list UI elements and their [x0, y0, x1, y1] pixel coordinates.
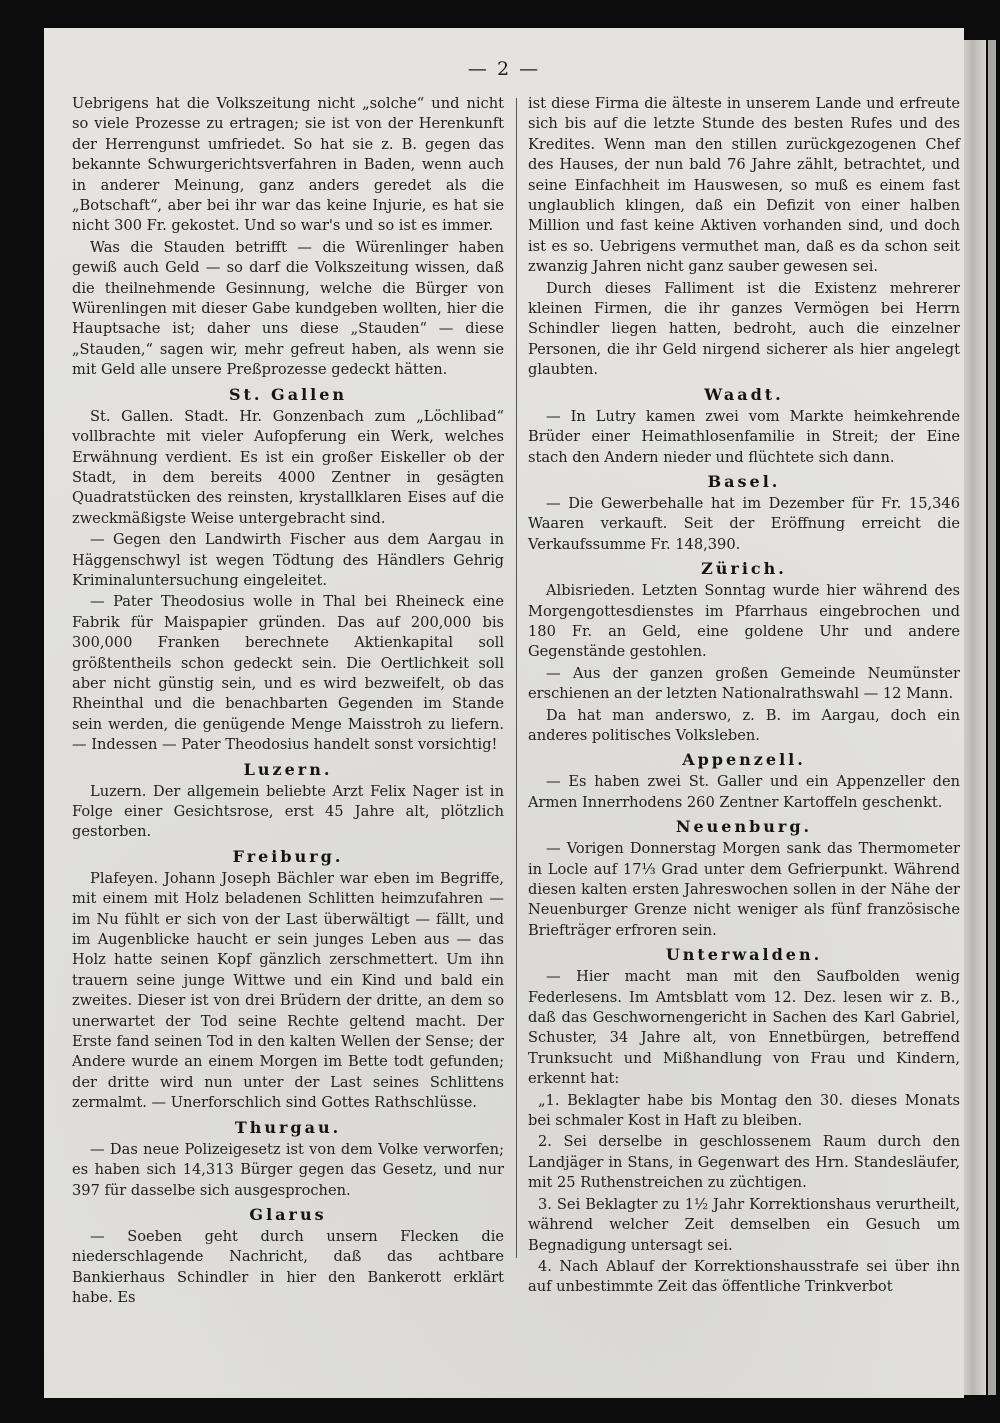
left-column	[72, 94, 504, 1310]
article-paragraph: — In Lutry kamen zwei vom Markte heimkehrende Brüder einer Heimathlosenfamilie in Streit; der Eine stach den Andern nieder und flüchtete sich dann.	[528, 407, 960, 466]
article-paragraph: Luzern. Der allgemein beliebte Arzt Felix Nager ist in Folge einer Gesichtsrose, erst 45 Jahre alt, plötzlich gestorben.	[72, 782, 504, 841]
adjacent-page-edge	[964, 40, 986, 1395]
article-paragraph: — Pater Theodosius wolle in Thal bei Rheineck eine Fabrik für Maispapier gründen. Das auf 200,000 bis 300,000 Franken berechnete Aktienkapital soll größtentheils schon gedeckt sein. Die Oertlichkeit soll aber nicht günstig sein, und es wird bezweifelt, ob das Rheinthal und die benachbarten Gegenden im Stande sein werden, die genügende Menge Maisstroh zu liefern. — Indessen — Pater Theodosius handelt sonst vorsichtig!	[72, 593, 504, 754]
verdict-item: „1. Beklagter habe bis Montag den 30. dieses Monats bei schmaler Kost in Haft zu bleiben.	[528, 1091, 960, 1130]
article-paragraph: Albisrieden. Letzten Sonntag wurde hier während des Morgengottesdienstes im Pfarrhaus eingebrochen und 180 Fr. an Geld, eine goldene Uhr und andere Gegenstände gestohlen.	[528, 582, 960, 661]
verdict-item: 2. Sei derselbe in geschlossenem Raum durch den Landjäger in Stans, in Gegenwart des Hrn. Standesläufer, mit 25 Ruthenstreichen zu züchtigen.	[528, 1133, 960, 1192]
section-heading-appenzell: Appenzell.	[682, 750, 806, 770]
article-paragraph: — Vorigen Donnerstag Morgen sank das Thermometer in Locle auf 17⅓ Grad unter dem Gefrierpunkt. Während diesen kalten ersten Jahreswochen sollen in der Nähe der Neuenburger Grenze nicht weniger als fünf französische Briefträger erfroren sein.	[528, 840, 960, 939]
article-paragraph: — Das neue Polizeigesetz ist von dem Volke verworfen; es haben sich 14,313 Bürger gegen das Gesetz, und nur 397 für dasselbe sich ausgesprochen.	[72, 1140, 504, 1199]
section-heading-zuerich: Zürich.	[701, 559, 787, 579]
section-heading-unterwalden: Unterwalden.	[665, 945, 823, 965]
page-number: — 2 —	[467, 58, 541, 80]
verdict-item: 3. Sei Beklagter zu 1½ Jahr Korrektionshaus verurtheilt, während welcher Zeit demselben ein Gesuch um Begnadigung untersagt sei.	[528, 1195, 960, 1254]
article-paragraph: Was die Stauden betrifft — die Würenlinger haben gewiß auch Geld — so darf die Volkszeitung wissen, daß die theilnehmende Gesinnung, welche die Bürger von Würenlingen mit dieser Gabe kundgeben wollten, hier die Hauptsache ist; daher uns diese „Stauden“ — diese „Stauden,“ sagen wir, mehr gefreut haben, als wenn sie mit Geld alle unsere Preßprozesse gedeckt hätten.	[72, 238, 504, 379]
article-paragraph: — Hier macht man mit den Saufbolden wenig Federlesens. Im Amtsblatt vom 12. Dez. lesen wir z. B., daß das Geschwornengericht in Sachen des Karl Gabriel, Schuster, 34 Jahre alt, von Ennetbürgen, betreffend Trunksucht und Mißhandlung von Frau und Kindern, erkennt hat:	[528, 968, 960, 1088]
section-heading-waadt: Waadt.	[704, 384, 784, 404]
article-paragraph: — Aus der ganzen großen Gemeinde Neumünster erschienen an der letzten Nationalrathswahl — 12 Mann.	[528, 664, 960, 703]
adjacent-page-shadow	[988, 40, 996, 1395]
article-paragraph: — Gegen den Landwirth Fischer aus dem Aargau in Häggenschwyl ist wegen Tödtung des Händlers Gehrig Kriminaluntersuchung eingeleitet.	[72, 531, 504, 589]
article-paragraph: — Die Gewerbehalle hat im Dezember für Fr. 15,346 Waaren verkauft. Seit der Eröffnung erreicht die Verkaufssumme Fr. 148,390.	[528, 494, 960, 553]
article-paragraph: Durch dieses Falliment ist die Existenz mehrerer kleinen Firmen, die ihr ganzes Vermögen bei Herrn Schindler liegen hatten, bedroht, auch die einzelner Personen, die ihr Geld nirgend sicherer als hier angelegt glaubten.	[528, 279, 960, 379]
section-heading-luzern: Luzern.	[243, 759, 333, 779]
right-column	[528, 94, 960, 1299]
newspaper-page	[44, 28, 964, 1398]
article-paragraph: St. Gallen. Stadt. Hr. Gonzenbach zum „Löchlibad“ vollbrachte mit vieler Aufopferung ein Werk, welches Erwähnung verdient. Es ist ein großer Eiskeller ob der Stadt, in dem bereits 4000 Zentner in gesägten Quadratstücken des reinsten, krystallklaren Eises auf die zweckmäßigste Weise untergebracht sind.	[72, 407, 504, 527]
article-paragraph: Da hat man anderswo, z. B. im Aargau, doch ein anderes politisches Volksleben.	[528, 706, 960, 744]
article-paragraph: Plafeyen. Johann Joseph Bächler war eben im Begriffe, mit einem mit Holz beladenen Schlitten heimzufahren — im Nu fühlt er sich von der Last überwältigt — fällt, und im Augenblicke haucht er sein junges Leben aus — das Holz hatte seinen Kopf gänzlich zerschmettert. Um ihn trauern seine junge Wittwe und ein Kind und bald ein zweites. Dieser ist von drei Brüdern der dritte, an dem so unerwartet der Tod seine Rechte geltend macht. Der Erste fand seinen Tod in den kalten Wellen der Sense; der Andere wurde an einem Morgen im Bette todt gefunden; der dritte wird nun unter der Last seines Schlittens zermalmt. — Unerforschlich sind Gottes Rathschlüsse.	[72, 869, 504, 1112]
article-paragraph: — Soeben geht durch unsern Flecken die niederschlagende Nachricht, daß das achtbare Bankierhaus Schindler in hier den Bankerott erklärt habe. Es	[72, 1227, 504, 1307]
section-heading-thurgau: Thurgau.	[234, 1117, 342, 1137]
column-rule	[516, 98, 517, 1258]
article-paragraph: ist diese Firma die älteste in unserem Lande und erfreute sich bis auf die letzte Stunde des besten Rufes und des Kredites. Wenn man den stillen zurückgezogenen Chef des Hauses, der nun bald 76 Jahre zählt, betrachtet, und seine Einfachheit im Hauswesen, so muß es einem fast unglaublich klingen, daß ein Defizit von einer halben Million und fast keine Aktiven vorhanden sind, und doch ist es so. Uebrigens vermuthet man, daß es da schon seit zwanzig Jahren nicht ganz sauber gewesen sei.	[528, 95, 960, 276]
section-heading-neuenburg: Neuenburg.	[675, 817, 813, 837]
section-heading-basel: Basel.	[707, 471, 781, 491]
section-heading-freiburg: Freiburg.	[232, 846, 344, 866]
article-paragraph: Uebrigens hat die Volkszeitung nicht „solche“ und nicht so viele Prozesse zu ertragen; sie ist von der Herenkunft der Herrengunst umfriedet. So hat sie z. B. gegen das bekannte Schwurgerichtsverfahren in Baden, wenn auch in anderer Meinung, ganz anders geredet als die „Botschaft“, aber bei ihr war das keine Injurie, es hat sie nicht 300 Fr. gekostet. Und so war's und so ist es immer.	[72, 95, 504, 235]
section-heading-glarus: Glarus	[249, 1204, 327, 1224]
verdict-item: 4. Nach Ablauf der Korrektionshausstrafe sei über ihn auf unbestimmte Zeit das öffentliche Trinkverbot	[528, 1257, 960, 1296]
section-heading-st-gallen: St. Gallen	[228, 384, 348, 404]
article-paragraph: — Es haben zwei St. Galler und ein Appenzeller den Armen Innerrhodens 260 Zentner Kartoffeln geschenkt.	[528, 773, 960, 811]
